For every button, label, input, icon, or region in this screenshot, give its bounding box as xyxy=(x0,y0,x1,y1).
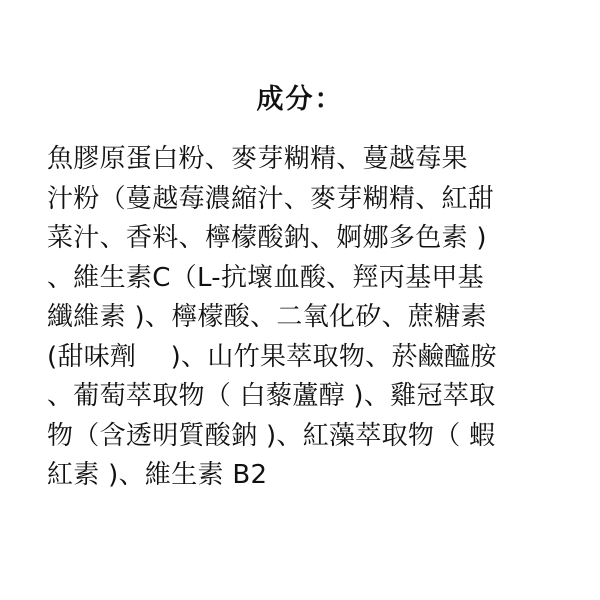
ingredient-line: 、維生素C（L-抗壞血酸、羥丙基甲基 xyxy=(47,262,484,293)
ingredient-line: 纖維素 )、檸檬酸、二氧化矽、蔗糖素 xyxy=(47,302,487,332)
ingredient-line: (甜味劑 )、山竹果萃取物、菸鹼醯胺 xyxy=(47,341,497,372)
ingredient-line: 、葡萄萃取物（ 白藜蘆醇 )、雞冠萃取 xyxy=(47,381,496,411)
ingredient-line: 物（含透明質酸鈉 )、紅藻萃取物（ 蝦 xyxy=(47,420,496,451)
ingredients-heading: 成分： xyxy=(256,84,344,115)
ingredient-line: 紅素 )、維生素 B2 xyxy=(47,460,268,490)
ingredient-line: 菜汁、香料、檸檬酸鈉、婀娜多色素 ) xyxy=(47,223,487,253)
ingredients-list xyxy=(47,140,567,496)
ingredient-line: 汁粉（蔓越莓濃縮汁、麥芽糊精、紅甜 xyxy=(47,183,495,214)
ingredient-line: 魚膠原蛋白粉、麥芽糊精、蔓越莓果 xyxy=(47,144,468,174)
